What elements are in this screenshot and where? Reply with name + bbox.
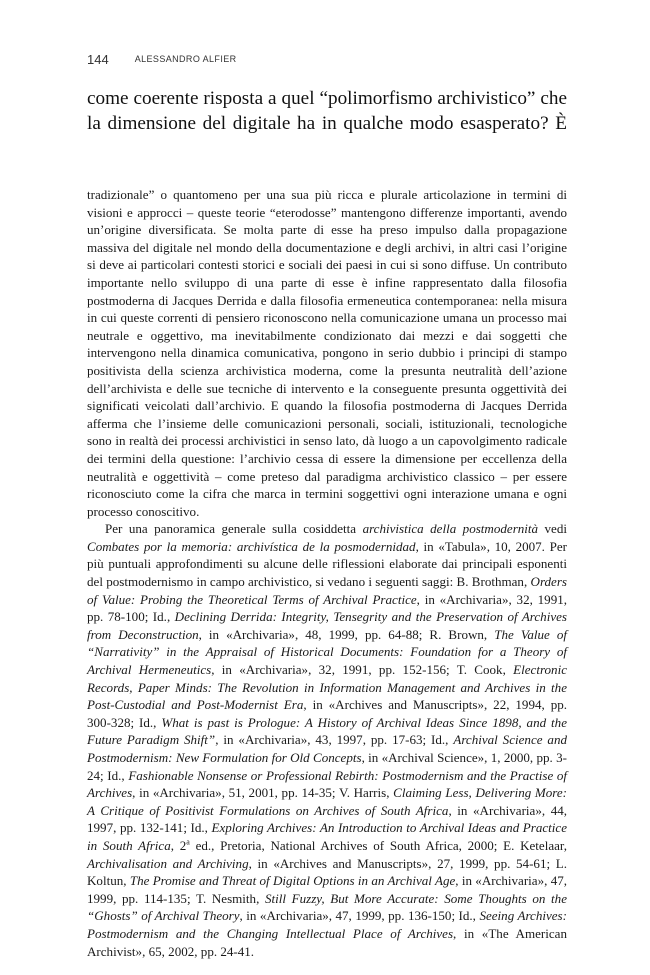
footnotes [87, 186, 567, 960]
page-number: 144 [87, 52, 109, 67]
citation-text: , in «Archives and Manuscripts», 27, 1999, pp. 54-61; L. Koltun, [87, 855, 567, 889]
citation-text: , in «Archivaria», 47, 1999, pp. 114-135; T. Nesmith, [87, 873, 568, 906]
citation-text: , in «Archivaria», 43, 1997, pp. 17-63; Id., [215, 732, 454, 748]
work-title: What is past is Prologue: A History of Archival Ideas Since 1898, and the Future Paradigm Shift” [87, 714, 567, 748]
citation-text: , 2 [170, 837, 187, 853]
citation-text: , in «Archival Science», 1, 2000, pp. 3-24; Id., [87, 750, 567, 783]
citation-text: vedi [538, 521, 568, 537]
citation-text: , in «Archivaria», 51, 2001, pp. 14-35; V. Harris, [132, 785, 394, 801]
work-title: Archival Science and Postmodernism: New Formulation for Old Concepts [87, 732, 567, 765]
citation-text: Per una panoramica generale sulla cosiddetta [105, 521, 363, 537]
work-title: archivistica della postmodernità [362, 521, 539, 537]
citation-text: , in «Archivaria», 32, 1991, pp. 78-100; Id., [87, 591, 567, 625]
footnote-bibliography [87, 520, 567, 960]
work-title: Fashionable Nonsense or Professional Rebirth: Postmodernism and the Practise of Archives [87, 767, 567, 801]
running-head [87, 52, 567, 67]
citation-text: , in «Archivaria», 32, 1991, pp. 152-156; T. Cook, [211, 662, 514, 678]
citation-text: , in «The American Archivist», 65, 2002, pp. 24-41. [87, 925, 567, 959]
work-title: Combates por la memoria: archivística de la posmodernidad [87, 538, 416, 554]
work-title: Exploring Archives: An Introduction to Archival Ideas and Practice in South Africa [87, 820, 567, 853]
citation-text: , in «Archivaria», 44, 1997, pp. 132-141; Id., [87, 802, 568, 836]
citation-text: , in «Archivaria», 47, 1999, pp. 136-150; Id., [239, 908, 480, 924]
citation-text: , in «Archives and Manuscripts», 22, 1994, pp. 300-328; Id., [87, 697, 567, 730]
footnote-continuation: tradizionale” o quantomeno per una sua più ricca e plurale articolazione in termini di visioni e approcci – queste teorie “eterodosse” mantengono differenze importanti, avendo un’origine diversificata. Se molta parte di esse ha preso impulso dalla propagazione massiva del digitale nel mondo della documentazione e degli archivi, in altri casi l’origine si deve ai particolari contesti storici e sociali dei paesi in cui si sono diffuse. Un contributo importante nello sviluppo di una parte di esse è infine rappresentato dalla filosofia postmoderna di Jacques Derrida e dalla filosofia ermeneutica contemporanea: nella misura in cui queste correnti di pensiero riconoscono nella comunicazione umana un processo mai neutrale e oggettivo, ma inevitabilmente condizionato dai mezzi e dai soggetti che intervengono nella dinamica comunicativa, pongono in serio dubbio i principi di stampo positivista della scienza archivistica moderna, come la presunta neutralità dell’azione dell’archivista e delle sue tecniche di intervento e la conseguente presunta oggettività dei significati veicolati dall’archivio. E quando la filosofia postmoderna di Jacques Derrida afferma che l’insieme delle comunicazioni personali, sociali, istituzionali, tecnologiche sono in realtà dei processi archivistici in senso lato, dà luogo a un capovolgimento radicale dei termini della questione: l’archivio cessa di essere la dimensione per eccellenza della neutralità e oggettività – come preteso dal paradigma archivistico classico – per essere riconosciuto come la cifra che marca in termini soggettivi ogni interazione umana e ogni processo conoscitivo. [87, 187, 567, 519]
work-title: Seeing Archives: Postmodernism and the Changing Intellectual Place of Archives [87, 908, 567, 941]
work-title: Electronic Records, Paper Minds: The Revolution in Information Management and Archives in the Post-Custodial and Post-Modernist Era [87, 662, 567, 713]
running-head-author: ALESSANDRO ALFIER [134, 54, 237, 64]
body-text: come coerente risposta a quel “polimorfismo archivistico” che la dimensione del digitale ha in qualche modo esasperato? È [87, 88, 567, 134]
work-title: The Value of “Narrativity” in the Appraisal of Historical Documents: Foundation for a Theory of Archival Hermeneutics [87, 626, 567, 678]
superscript: a [186, 837, 190, 847]
work-title: Still Fuzzy, But More Accurate: Some Thoughts on the “Ghosts” of Archival Theory [87, 890, 567, 924]
work-title: Declining Derrida: Integrity, Tensegrity and the Preservation of Archives from Deconstruction [87, 609, 567, 642]
citation-text: , in «Tabula», 10, 2007. Per più puntuali approfondimenti su alcune delle riflessioni elaborate dai principali esponenti del postmodernismo in campo archivistico, si vedano i seguenti saggi: B. Brothman, [87, 538, 567, 590]
work-title: Orders of Value: Probing the Theoretical Terms of Archival Practice [87, 574, 567, 607]
citation-text: ed., Pretoria, National Archives of South Africa, 2000; E. Ketelaar, [189, 837, 568, 853]
work-title: The Promise and Threat of Digital Options in an Archival Age [129, 873, 456, 889]
citation-text: , in «Archivaria», 48, 1999, pp. 64-88; R. Brown, [198, 626, 495, 642]
work-title: Claiming Less, Delivering More: A Critique of Positivist Formulations on Archives of South Africa [87, 785, 567, 818]
work-title: Archivalisation and Archiving [87, 855, 249, 871]
